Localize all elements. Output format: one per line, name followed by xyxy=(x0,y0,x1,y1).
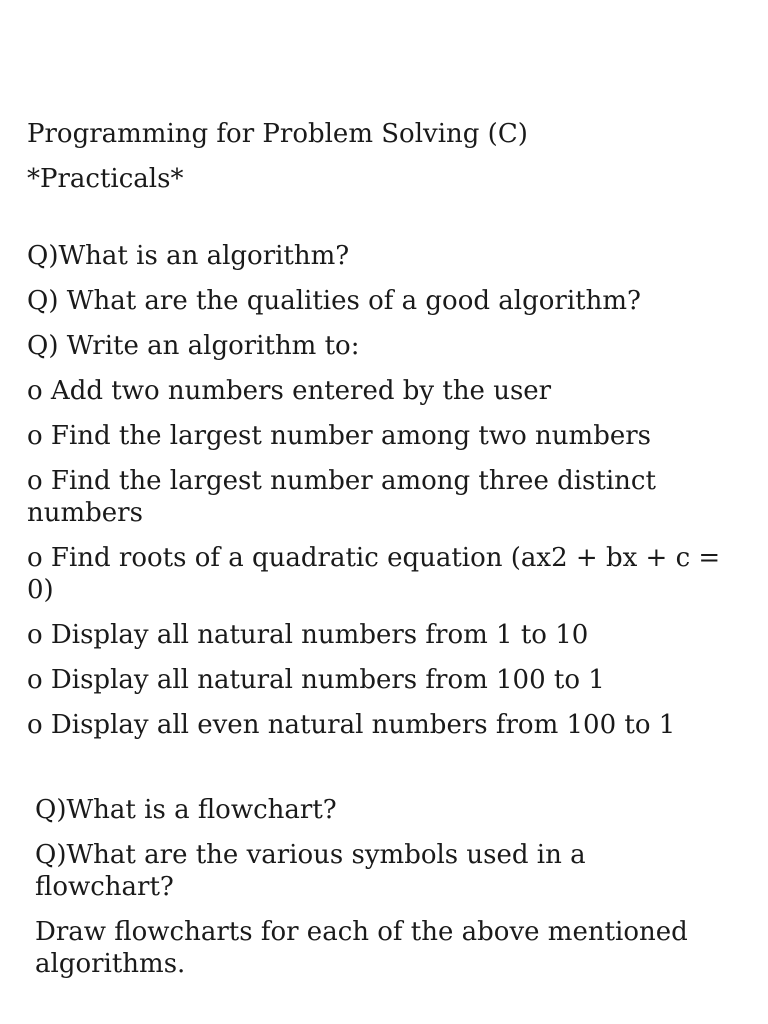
task-largest-of-three: o Find the largest number among three distinct numbers xyxy=(27,466,656,528)
task-even-100-to-1: o Display all even natural numbers from 100 to 1 xyxy=(27,710,676,740)
task-natural-1-to-10: o Display all natural numbers from 1 to 10 xyxy=(27,620,589,650)
question-what-is-flowchart: Q)What is a flowchart? xyxy=(35,795,337,825)
instruction-draw-flowcharts: Draw flowcharts for each of the above mentioned algorithms. xyxy=(35,917,688,979)
task-add-two-numbers: o Add two numbers entered by the user xyxy=(27,376,552,406)
document-title: Programming for Problem Solving (C) xyxy=(27,119,528,149)
task-natural-100-to-1: o Display all natural numbers from 100 to 1 xyxy=(27,665,605,695)
task-largest-of-two: o Find the largest number among two numbers xyxy=(27,421,651,451)
spacer xyxy=(27,754,727,794)
document-page xyxy=(27,118,727,993)
document-subtitle: *Practicals* xyxy=(27,164,184,194)
question-what-is-algorithm: Q)What is an algorithm? xyxy=(27,241,350,271)
task-quadratic-roots: o Find roots of a quadratic equation (ax2 + bx + c = 0) xyxy=(27,543,721,605)
question-write-algorithm: Q) Write an algorithm to: xyxy=(27,331,360,361)
spacer xyxy=(27,208,727,240)
question-flowchart-symbols: Q)What are the various symbols used in a flowchart? xyxy=(35,840,586,902)
question-qualities-algorithm: Q) What are the qualities of a good algorithm? xyxy=(27,286,641,316)
